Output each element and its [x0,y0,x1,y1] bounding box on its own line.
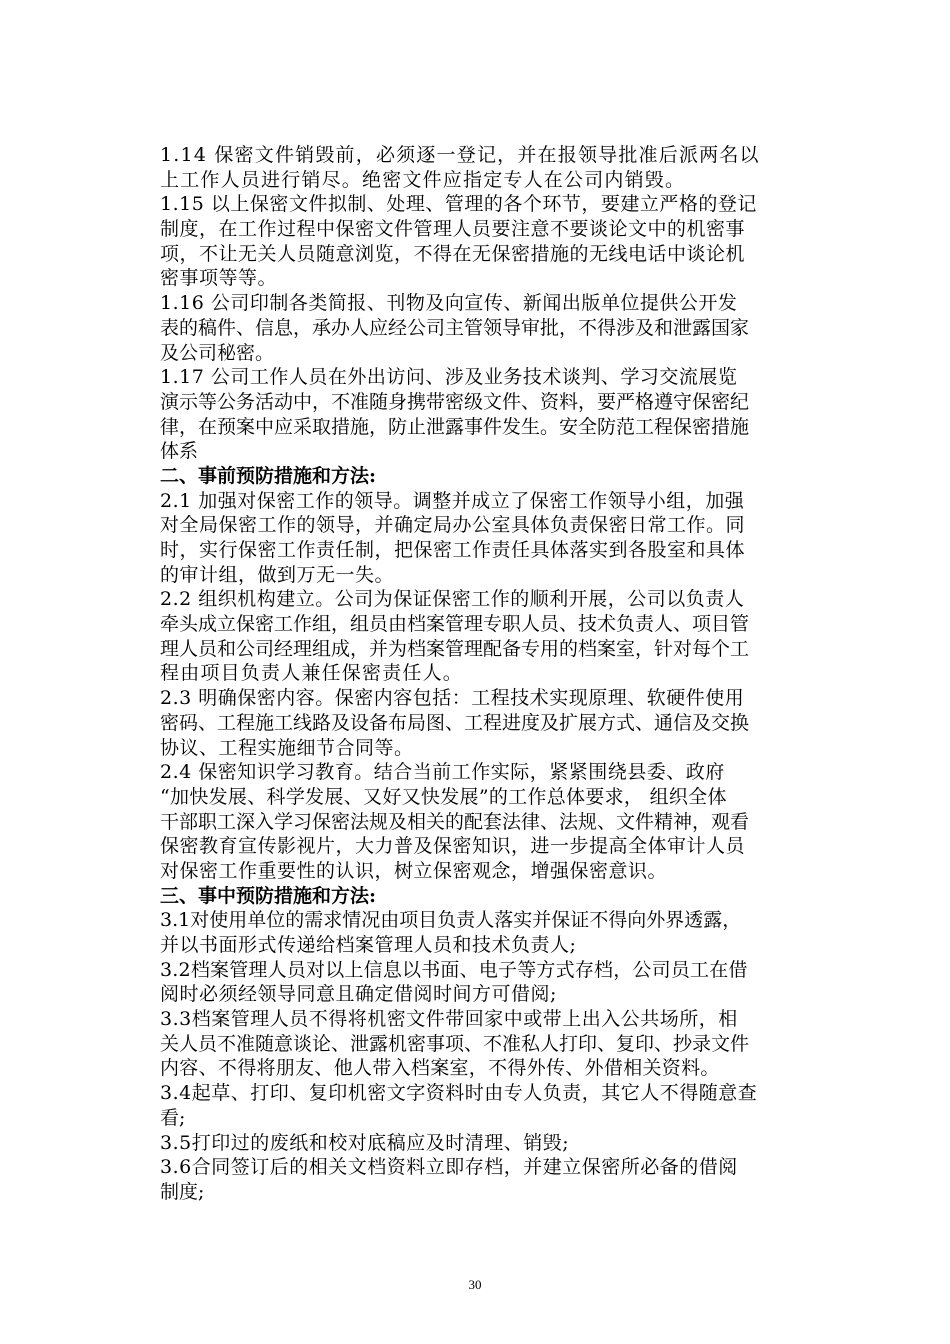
text-line: 看; [160,1106,186,1129]
text-line: 3.1对使用单位的需求情况由项目负责人落实并保证不得向外界透露， [160,909,742,932]
text-line: 体系 [160,440,199,463]
document-body [160,143,840,1205]
text-line: 3.6合同签订后的相关文档资料立即存档，并建立保密所必备的借阅 [160,1156,738,1179]
text-line: 3.4起草、打印、复印机密文字资料时由专人负责，其它人不得随意查 [160,1082,758,1105]
text-line: 制度; [160,1180,205,1203]
text-line: 3.5打印过的废纸和校对底稿应及时清理、销毁; [160,1131,570,1154]
text-line: 1.16 公司印制各类简报、刊物及向宣传、新闻出版单位提供公开发 [160,292,738,315]
section-heading: 三、事中预防措施和方法: [160,884,377,907]
text-line: 2.3 明确保密内容。保密内容包括：工程技术实现原理、软硬件使用 [160,687,745,710]
section-heading: 二、事前预防措施和方法: [160,464,377,487]
text-line: 密码、工程施工线路及设备布局图、工程进度及扩展方式、通信及交换 [160,711,750,734]
text-line: 的审计组，做到万无一失。 [160,563,395,586]
text-line: 1.15 以上保密文件拟制、处理、管理的各个环节，要建立严格的登记 [160,193,757,216]
text-line: 牵头成立保密工作组，组员由档案管理专职人员、技术负责人、项目管 [160,613,750,636]
text-line: 保密教育宣传影视片，大力普及保密知识，进一步提高全体审计人员 [160,835,746,858]
text-line: 干部职工深入学习保密法规及相关的配套法律、法规、文件精神，观看 [160,810,750,833]
text-line: “加快发展、科学发展、又好又快发展”的工作总体要求， 组织全体 [160,785,727,808]
text-line: 并以书面形式传递给档案管理人员和技术负责人; [160,934,577,956]
text-line: 项，不让无关人员随意浏览，不得在无保密措施的无线电话中谈论机 [160,242,746,265]
text-line: 对保密工作重要性的认识，树立保密观念，增强保密意识。 [160,859,668,882]
page-number: 30 [468,1277,482,1292]
text-line: 理人员和公司经理组成，并为档案管理配备专用的档案室，针对每个工 [160,637,750,660]
text-line: 1.14 保密文件销毁前，必须逐一登记，并在报领导批准后派两名以 [160,144,760,166]
text-line: 协议、工程实施细节合同等。 [160,736,414,759]
text-line: 阅时必须经领导同意且确定借阅时间方可借阅; [160,983,557,1006]
text-line: 律，在预案中应采取措施，防止泄露事件发生。安全防范工程保密措施 [160,415,750,438]
text-line: 程由项目负责人兼任保密责任人。 [160,662,464,685]
text-line: 密事项等等。 [160,267,278,290]
text-line: 1.17 公司工作人员在外出访问、涉及业务技术谈判、学习交流展览 [160,366,738,389]
text-line: 及公司秘密。 [160,341,275,364]
text-line: 内容、不得将朋友、他人带入档案室，不得外传、外借相关资料。 [160,1057,720,1080]
text-line: 关人员不准随意谈论、泄露机密事项、不准私人打印、复印、抄录文件 [160,1032,750,1055]
text-line: 3.2档案管理人员对以上信息以书面、电子等方式存档，公司员工在借 [160,958,748,981]
text-line: 2.1 加强对保密工作的领导。调整并成立了保密工作领导小组，加强 [160,489,745,512]
text-line: 表的稿件、信息，承办人应经公司主管领导审批，不得涉及和泄露国家 [160,316,750,339]
text-line: 制度，在工作过程中保密文件管理人员要注意不要谈论文中的机密事 [160,218,746,241]
text-line: 上工作人员进行销尽。绝密文件应指定专人在公司内销毁。 [160,168,686,191]
text-line: 时，实行保密工作责任制，把保密工作责任具体落实到各股室和具体 [160,539,746,561]
text-line: 3.3档案管理人员不得将机密文件带回家中或带上出入公共场所，相 [160,1008,738,1031]
text-line: 对全局保密工作的领导，并确定局办公室具体负责保密日常工作。同 [160,514,746,537]
text-line: 2.2 组织机构建立。公司为保证保密工作的顺利开展，公司以负责人 [160,588,745,611]
text-line: 2.4 保密知识学习教育。结合当前工作实际，紧紧围绕县委、政府 [160,761,725,784]
text-line: 演示等公务活动中，不准随身携带密级文件、资料，要严格遵守保密纪 [160,390,750,413]
